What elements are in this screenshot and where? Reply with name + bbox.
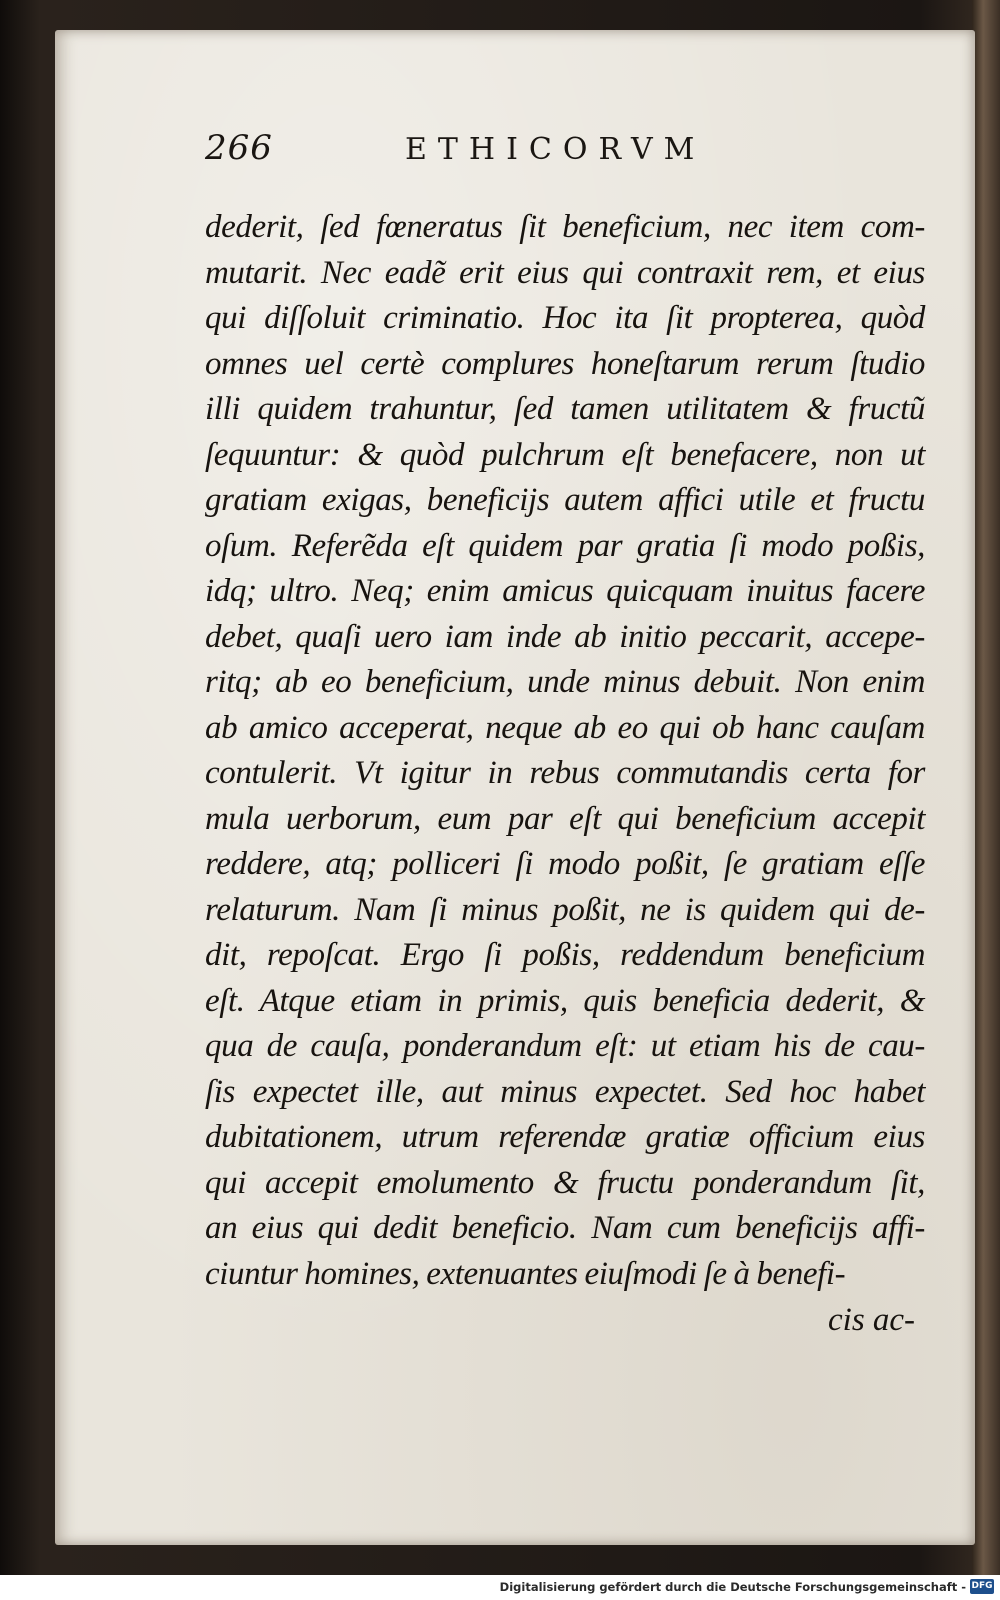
text-line: eſt. Atque etiam in primis, quis beneficia dederit, &: [205, 982, 925, 1019]
text-line: dubitationem, utrum referendæ gratiæ officium eius: [205, 1119, 925, 1155]
text-line: an eius qui dedit beneficio. Nam cum beneficijs affi-: [205, 1210, 925, 1246]
text-line: omnes uel certè complures honeſtarum rerum ſtudio: [205, 345, 925, 382]
text-line: ritq; ab eo beneficium, unde minus debuit. Non enim: [205, 664, 925, 700]
text-line: qui diſſoluit criminatio. Hoc ita ſit propterea, quòd: [205, 300, 925, 336]
funding-credit: Digitalisierung gefördert durch die Deutsche Forschungsgemeinschaft -: [499, 1580, 966, 1594]
text-line: gratiam exigas, beneficijs autem affici utile et fructu: [205, 482, 925, 518]
text-line: ſequuntur: & quòd pulchrum eſt benefacere, non ut: [205, 436, 925, 473]
book-binding-edge: [972, 0, 1000, 1575]
footer-bar: [0, 1575, 1000, 1600]
text-line: qua de cauſa, ponderandum eſt: ut etiam his de cau-: [205, 1028, 925, 1064]
text-line: mutarit. Nec eadẽ erit eius qui contraxit rem, et eius: [205, 254, 925, 291]
text-line: ſis expectet ille, aut minus expectet. Sed hoc habet: [205, 1073, 925, 1110]
text-line: oſum. Referẽda eſt quidem par gratia ſi modo poßis,: [205, 527, 925, 564]
text-line: mula uerborum, eum par eſt qui beneficium accepit: [205, 800, 925, 837]
text-line: debet, quaſi uero iam inde ab initio peccarit, accepe-: [205, 618, 925, 655]
text-line: qui accepit emolumento & fructu ponderandum ſit,: [205, 1164, 925, 1201]
text-line: contulerit. Vt igitur in rebus commutandis certa for: [205, 755, 925, 791]
text-line: reddere, atq; polliceri ſi modo poßit, ſe gratiam eſſe: [205, 846, 925, 882]
text-line: ab amico acceperat, neque ab eo qui ob hanc cauſam: [205, 709, 925, 746]
text-line: dederit, ſed fœneratus ſit beneficium, nec item com-: [205, 209, 925, 245]
text-line: illi quidem trahuntur, ſed tamen utilitatem & fructũ: [205, 391, 925, 427]
body-text: [205, 205, 925, 1297]
page-number: 266: [205, 128, 273, 168]
text-line: relaturum. Nam ſi minus poßit, ne is quidem qui de-: [205, 891, 925, 928]
text-line: dit, repoſcat. Ergo ſi poßis, reddendum beneficium: [205, 937, 925, 973]
running-head: [205, 128, 925, 178]
running-title: ETHICORVM: [405, 132, 706, 167]
catchword: cis ac-: [828, 1302, 916, 1338]
text-line: idq; ultro. Neq; enim amicus quicquam inuitus facere: [205, 573, 925, 609]
text-line: ciuntur homines, extenuantes eiuſmodi ſe à benefi-: [205, 1255, 846, 1292]
dfg-logo-icon: DFG: [970, 1579, 994, 1594]
